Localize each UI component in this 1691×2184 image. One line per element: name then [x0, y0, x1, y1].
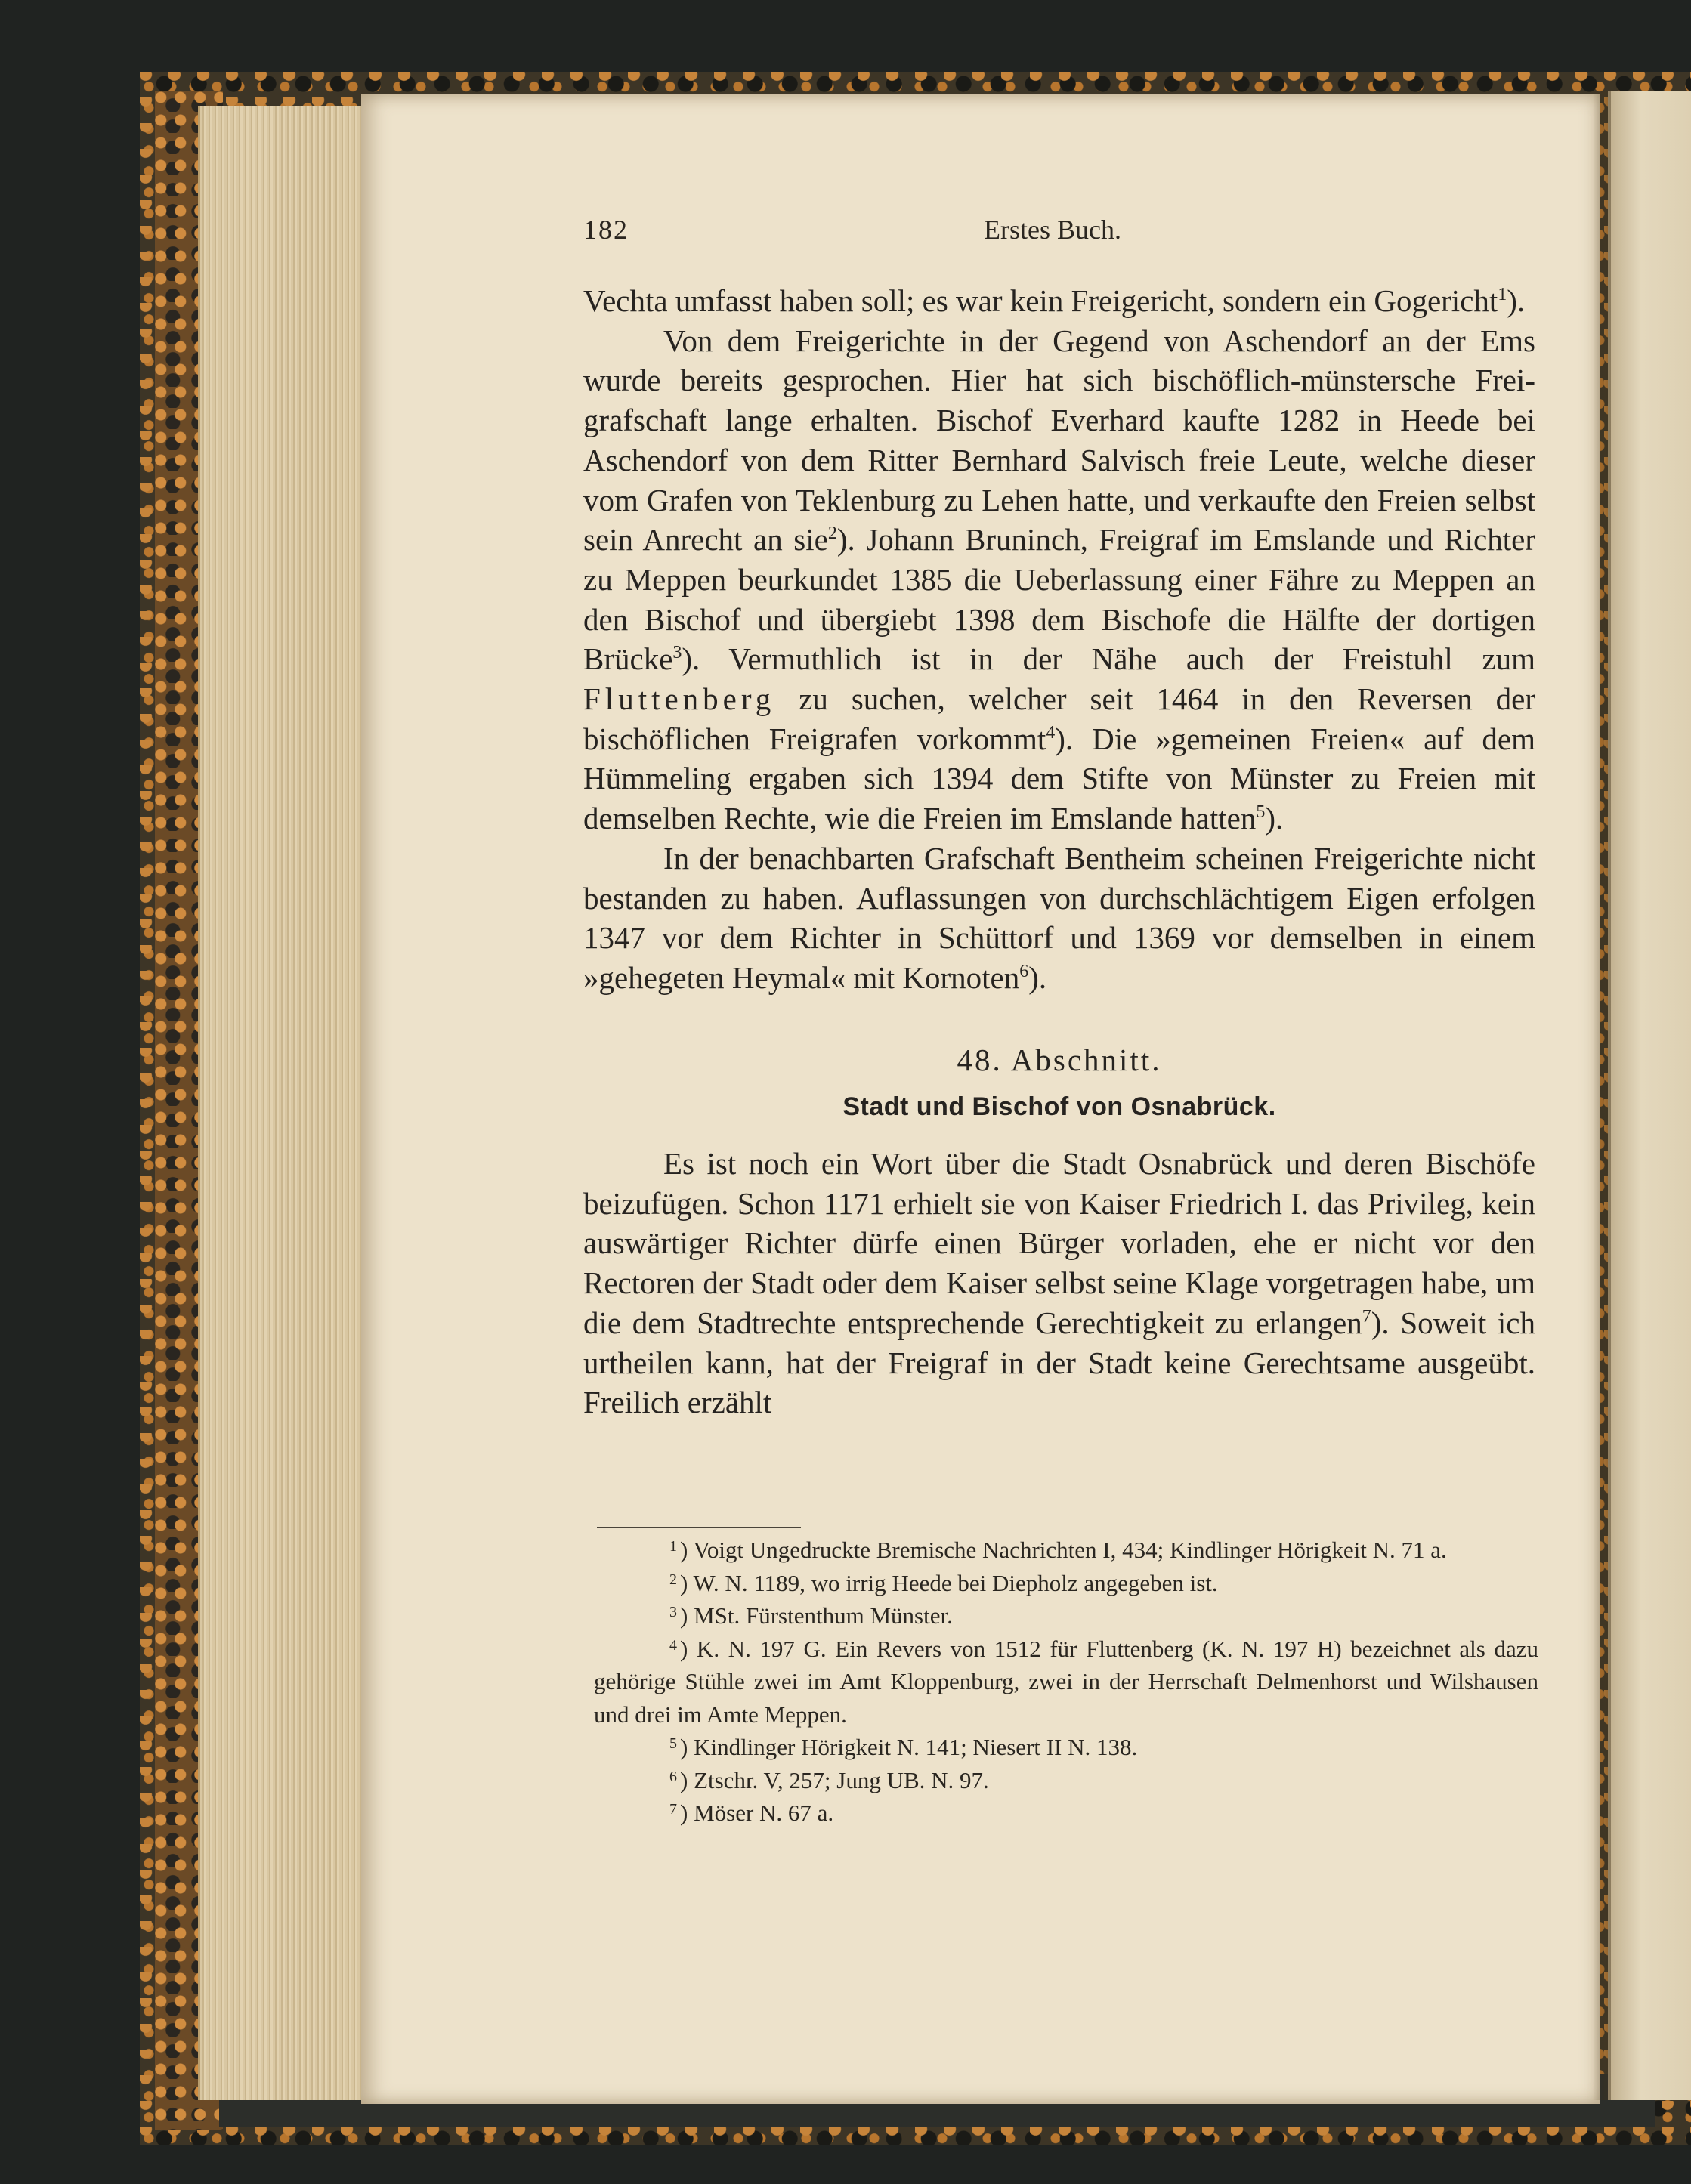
- footnote-ref-3[interactable]: 3: [672, 643, 682, 663]
- footnote: $^7$ ) Möser N. 67 a.: [669, 1799, 834, 1826]
- paragraph-2: Von dem Freigerichte in der Gegend von Aschendorf an der Ems wurde bereits gesprochen. Hier hat sich bischöflich-münstersche Freigrafschaft lange erhalten. Bischof Everhard kaufte 1282 in Heede bei Aschendorf von dem Ritter Bernhard Salvisch freie Leute, welche dieser vom Grafen von Teklenburg zu Lehen hatte, und verkaufte den Freien selbst sein Anrecht an sie$^2$). Johann Bruninch, Freigraf im Emslande und Richter zu Meppen beurkundet 1385 die Ueberlassung einer Fähre zu Meppen an den Bischof und übergiebt 1398 dem Bischofe die Hälfte der dortigen Brücke$^3$). Vermuthlich ist in der Nähe auch der Freistuhl zum Fluttenberg zu suchen, welcher seit 1464 in den Reversen der bischöflichen Freigrafen vorkommt$^4$). Die »gemeinen Freien« auf dem Hümmeling ergaben sich 1394 dem Stifte von Münster zu Freien mit demselben Rechte, wie die Freien im Emslande hatten$^5$).: [583, 323, 1535, 836]
- footnote: $^6$ ) Ztschr. V, 257; Jung UB. N. 97.: [669, 1766, 989, 1793]
- paragraph-3: In der benachbarten Grafschaft Bentheim scheinen Freigerichte nicht bestanden zu haben. Auflassungen von durchschlächtigem Eigen erfolgen 1347 vor dem Richter in Schüttorf und 1369 vor demselben in einem »gehegeten Heymal« mit Kornoten$^6$).: [583, 840, 1535, 995]
- gutter-shadow: [1593, 91, 1611, 2100]
- facing-page-edge: [1608, 91, 1691, 2100]
- footnote-ref-6[interactable]: 6: [1019, 961, 1029, 981]
- section-title: Stadt und Bischof von Osnabrück.: [842, 1092, 1276, 1122]
- footnote: $^1$ ) Voigt Ungedruckte Bremische Nachrichten I, 434; Kindlinger Hörigkeit N. 71 a.: [669, 1537, 1447, 1563]
- footnote-rule: [597, 1527, 801, 1528]
- spaced-name: Fluttenberg: [583, 681, 776, 717]
- footnote: $^2$ ) W. N. 1189, wo irrig Heede bei Diepholz angegeben ist.: [669, 1569, 1218, 1596]
- main-text: [583, 281, 1535, 1423]
- paragraph-1: Vechta umfasst haben soll; es war kein Freigericht, sondern ein Gogericht$^1$).: [583, 283, 1526, 318]
- footnote-ref-7[interactable]: 7: [1362, 1306, 1371, 1327]
- footnote: $^4$ ) K. N. 197 G. Ein Revers von 1512 für Fluttenberg (K. N. 197 H) bezeichnet als dazu gehörige Stühle zwei im Amt Kloppenburg, zwei in der Herrschaft Delmenhorst und Wilshausen und drei im Amte Meppen.: [594, 1635, 1538, 1728]
- footnotes: [594, 1534, 1538, 1830]
- footnote-ref-1[interactable]: 1: [1498, 285, 1507, 304]
- footnote-ref-5[interactable]: 5: [1256, 802, 1266, 823]
- page-header: [583, 214, 1535, 252]
- page-stack-edge: [198, 106, 363, 2100]
- paragraph-4: Es ist noch ein Wort über die Stadt Osnabrück und deren Bischöfe beizufügen. Schon 1171 erhielt sie von Kaiser Friedrich I. das Privileg, kein auswärtiger Richter dürfe einen Bürger vorladen, ehe er nicht vor den Rectoren der Stadt oder dem Kaiser selbst seine Klage vorgetragen habe, um die dem Stadtrechte entsprechende Gerechtigkeit zu erlangen$^7$). Soweit ich urtheilen kann, hat der Freigraf in der Stadt keine Gerechtsame ausgeübt. Freilich erzählt: [583, 1146, 1535, 1420]
- page-number: 182: [583, 215, 629, 245]
- footnote-ref-4[interactable]: 4: [1046, 722, 1056, 743]
- footnote-ref-2[interactable]: 2: [827, 524, 837, 544]
- running-head: Erstes Buch.: [984, 215, 1121, 245]
- footnote: $^5$ ) Kindlinger Hörigkeit N. 141; Niesert II N. 138.: [669, 1734, 1138, 1760]
- section-number: 48. Abschnitt.: [957, 1042, 1162, 1077]
- footnote: $^3$ ) MSt. Fürstenthum Münster.: [669, 1602, 953, 1629]
